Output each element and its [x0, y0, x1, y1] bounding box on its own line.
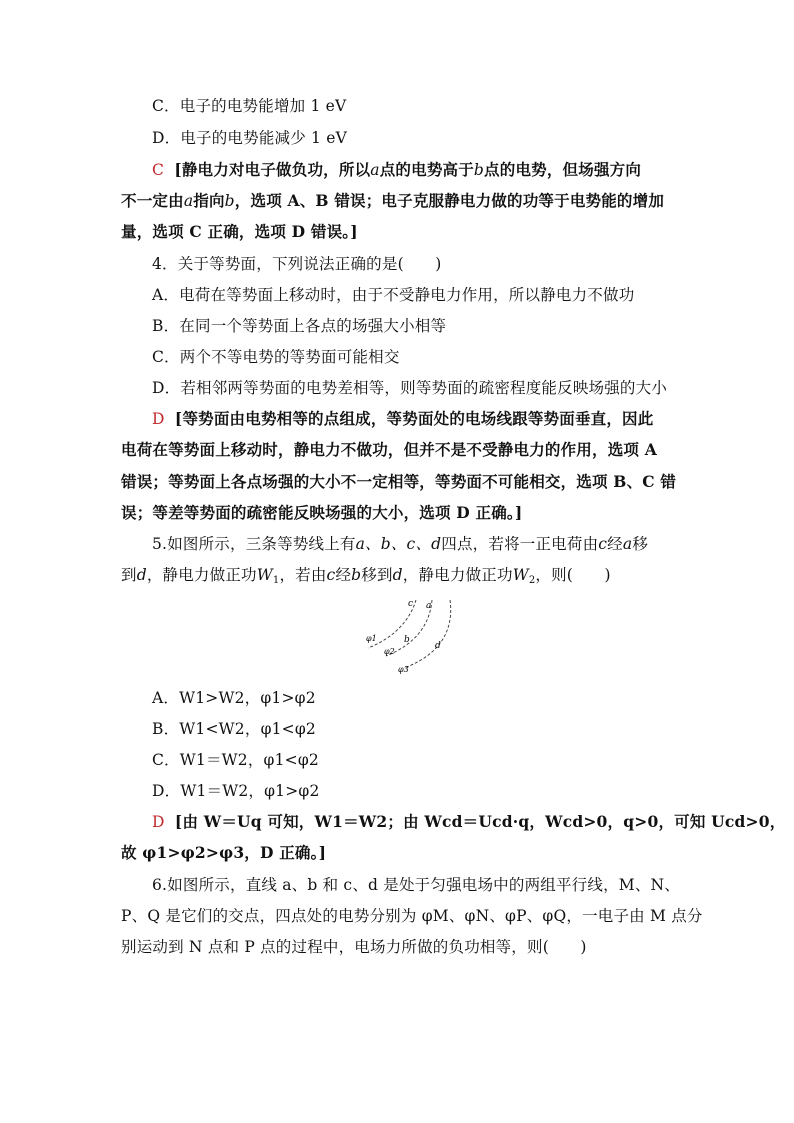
q3-answer-line-1: [152, 160, 712, 180]
q4-stem: 4．关于等势面，下列说法正确的是( ): [152, 255, 442, 273]
q5-var-d: d: [136, 566, 147, 584]
q5-stem-line-1: [152, 534, 712, 554]
q3-var-b2: b: [224, 192, 235, 210]
fig-label-phi1: φ1: [366, 634, 377, 643]
q4-option-b: B．在同一个等势面上各点的场强大小相等: [152, 317, 447, 335]
q5-stem-2f: 移到: [361, 566, 393, 584]
fig-label-b: b: [404, 635, 410, 645]
q4-option-d: D．若相邻两等势面的电势差相等，则等势面的疏密程度能反映场强的大小: [152, 379, 668, 397]
q3-explanation-1b: 点的电势高于: [379, 160, 474, 179]
q5-option-a: A．W1>W2，φ1>φ2: [152, 689, 316, 707]
q5-points: a、b、c、d: [355, 535, 442, 553]
q3-explanation-1a: [静电力对电子做负功，所以: [174, 160, 371, 179]
q3-explanation-2c: ，选项 A、B 错误；电子克服静电力做的功等于电势能的增加: [234, 191, 665, 210]
q5-explanation-1: [由 W＝Uq 可知，W1＝W2；由 Wcd＝Ucd·q，Wcd>0，q>0，可知 Ucd>0，: [174, 812, 786, 831]
q4-explanation-1: [等势面由电势相等的点组成，等势面处的电场线跟等势面垂直，因此: [174, 409, 654, 428]
q4-option-a: A．电荷在等势面上移动时，由于不受静电力作用，所以静电力不做功: [152, 286, 635, 304]
q6-stem-line-1: 6.如图所示，直线 a、b 和 c、d 是处于匀强电场中的两组平行线，M、N、: [152, 876, 680, 894]
q5-option-c: C．W1＝W2，φ1<φ2: [152, 751, 319, 769]
q3-explanation-2a: 不一定由: [121, 191, 184, 210]
fig-label-d: d: [435, 641, 441, 651]
q5-var-c: c: [598, 535, 608, 553]
q5-stem-2h: ，则( ): [535, 566, 611, 584]
q5-option-d: D．W1＝W2，φ1>φ2: [152, 782, 320, 800]
equipotential-lines-figure: [358, 596, 468, 678]
q6-stem-line-3: 别运动到 N 点和 P 点的过程中，电场力所做的负功相等，则( ): [121, 938, 587, 956]
q5-stem-line-2: 到d，静电力做正功$W_1$，若由c经b移到d，静电力做正功$W_2$，则( ): [121, 566, 611, 586]
q4-answer-line-2: 电荷在等势面上移动时，静电力不做功，但并不是不受静电力的作用，选项 A: [121, 440, 657, 459]
q5-stem-2c: ，若由: [279, 566, 327, 584]
q4-answer-line-1: [152, 409, 712, 429]
q4-answer-letter: D: [152, 410, 165, 428]
q3-answer-letter: C: [152, 161, 165, 179]
q3-var-a: a: [370, 161, 380, 179]
q4-option-c: C．两个不等电势的等势面可能相交: [152, 348, 400, 366]
q5-var-w1: W: [256, 566, 273, 584]
fig-label-c: c: [408, 599, 414, 609]
q5-var-b: b: [351, 566, 362, 584]
fig-label-phi3: φ3: [398, 665, 409, 674]
q3-explanation-2b: 指向: [193, 191, 225, 210]
q3-answer-line-3: 量，选项 C 正确，选项 D 错误。]: [121, 222, 358, 241]
q5-stem-2e: 经: [335, 566, 352, 584]
fig-label-a: a: [426, 601, 432, 611]
q4-answer-line-3: 错误；等势面上各点场强的大小不一定相等，等势面不可能相交，选项 B、C 错: [121, 472, 677, 491]
q5-var-w2: W: [512, 566, 529, 584]
q5-stem-1d: 经: [607, 535, 623, 553]
q5-answer-line-2: 故 φ1>φ2>φ3，D 正确。]: [121, 843, 327, 862]
q3-var-b: b: [473, 161, 485, 179]
q5-option-b: B．W1<W2，φ1<φ2: [152, 720, 316, 738]
q4-answer-line-4: 误；等差等势面的疏密能反映场强的大小，选项 D 正确。]: [121, 503, 523, 522]
q5-var-c2: c: [326, 566, 336, 584]
q5-var-d2: d: [392, 566, 403, 584]
q3-var-a2: a: [183, 192, 194, 210]
q6-stem-line-2: P、Q 是它们的交点，四点处的电势分别为 φM、φN、φP、φQ，一电子由 M 点分: [121, 907, 703, 925]
q5-var-a: a: [622, 535, 633, 553]
q3-option-c: C．电子的电势能增加 1 eV: [152, 97, 347, 115]
q5-stem-1f: 移: [632, 535, 649, 553]
q3-answer-line-2: [121, 191, 681, 211]
q5-stem-2a: 到: [121, 566, 137, 584]
q5-answer-letter: D: [152, 813, 165, 831]
q5-stem-1a: 5.如图所示，三条等势线上有: [152, 535, 356, 553]
q3-option-d: D．电子的电势能减少 1 eV: [152, 129, 348, 147]
q5-stem-2b: ，静电力做正功: [146, 566, 257, 584]
q3-explanation-1c: 点的电势，但场强方向: [484, 160, 642, 179]
q5-stem-2g: ，静电力做正功: [402, 566, 513, 584]
q5-stem-1b: 四点，若将一正电荷由: [441, 535, 599, 553]
q5-answer-line-1: [152, 812, 786, 832]
fig-label-phi2: φ2: [384, 647, 395, 656]
